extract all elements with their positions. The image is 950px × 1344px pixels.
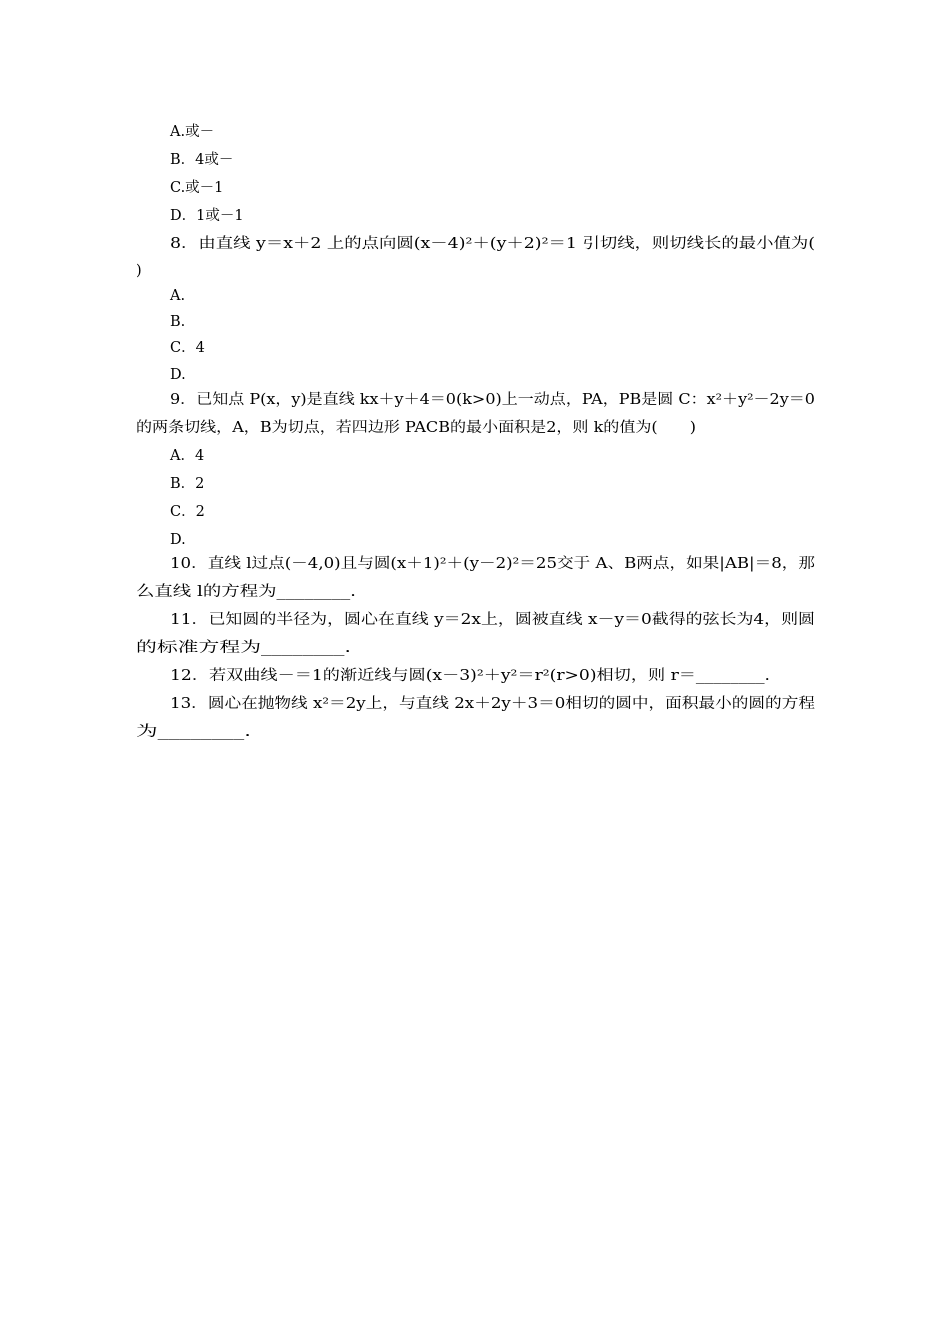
q9-option-b: B．2 (170, 476, 205, 492)
q9-option-a: A．4 (170, 448, 205, 464)
q13-stem-line2: 为________. (136, 724, 252, 740)
q7-option-d: D．1或－1 (170, 208, 244, 224)
q8-stem-line2: ) (136, 263, 142, 279)
q11-stem-line1: 11．已知圆的半径为，圆心在直线 y＝2x上，圆被直线 x－y＝0截得的弦长为4，则圆 (170, 612, 816, 628)
q11-stem-line2: 的标准方程为________. (136, 640, 352, 656)
q8-option-c: C．4 (170, 340, 205, 356)
q10-stem-line1: 10．直线 l过点(－4,0)且与圆(x＋1)²＋(y－2)²＝25交于 A、B两点，如果|AB|＝8，那 (170, 556, 815, 572)
q13-stem-line1: 13．圆心在抛物线 x²＝2y上，与直线 2x＋2y＋3＝0相切的圆中，面积最小的圆的方程 (170, 696, 816, 712)
q9-option-c: C．2 (170, 504, 205, 520)
q7-option-c: C.或－1 (170, 180, 224, 196)
q9-stem-line1: 9．已知点 P(x，y)是直线 kx＋y＋4＝0(k>0)上一动点，PA，PB是圆 C：x²＋y²－2y＝0 (170, 392, 815, 408)
q8-option-b: B. (170, 314, 186, 330)
q10-stem-line2: 么直线 l的方程为________. (136, 584, 356, 600)
q8-option-d: D. (170, 367, 186, 383)
q12-stem-line1: 12．若双曲线－＝1的渐近线与圆(x－3)²＋y²＝r²(r>0)相切，则 r＝________. (170, 668, 771, 684)
q9-option-d: D. (170, 532, 186, 548)
q7-option-b: B．4或－ (170, 152, 234, 168)
q8-option-a: A. (170, 288, 186, 304)
q9-stem-line2: 的两条切线，A，B为切点，若四边形 PACB的最小面积是2，则 k的值为( ) (136, 420, 696, 436)
q8-stem-line1: 8．由直线 y＝x＋2 上的点向圆(x－4)²＋(y＋2)²＝1 引切线，则切线长的最小值为( (170, 236, 815, 252)
q7-option-a: A.或－ (170, 124, 215, 140)
